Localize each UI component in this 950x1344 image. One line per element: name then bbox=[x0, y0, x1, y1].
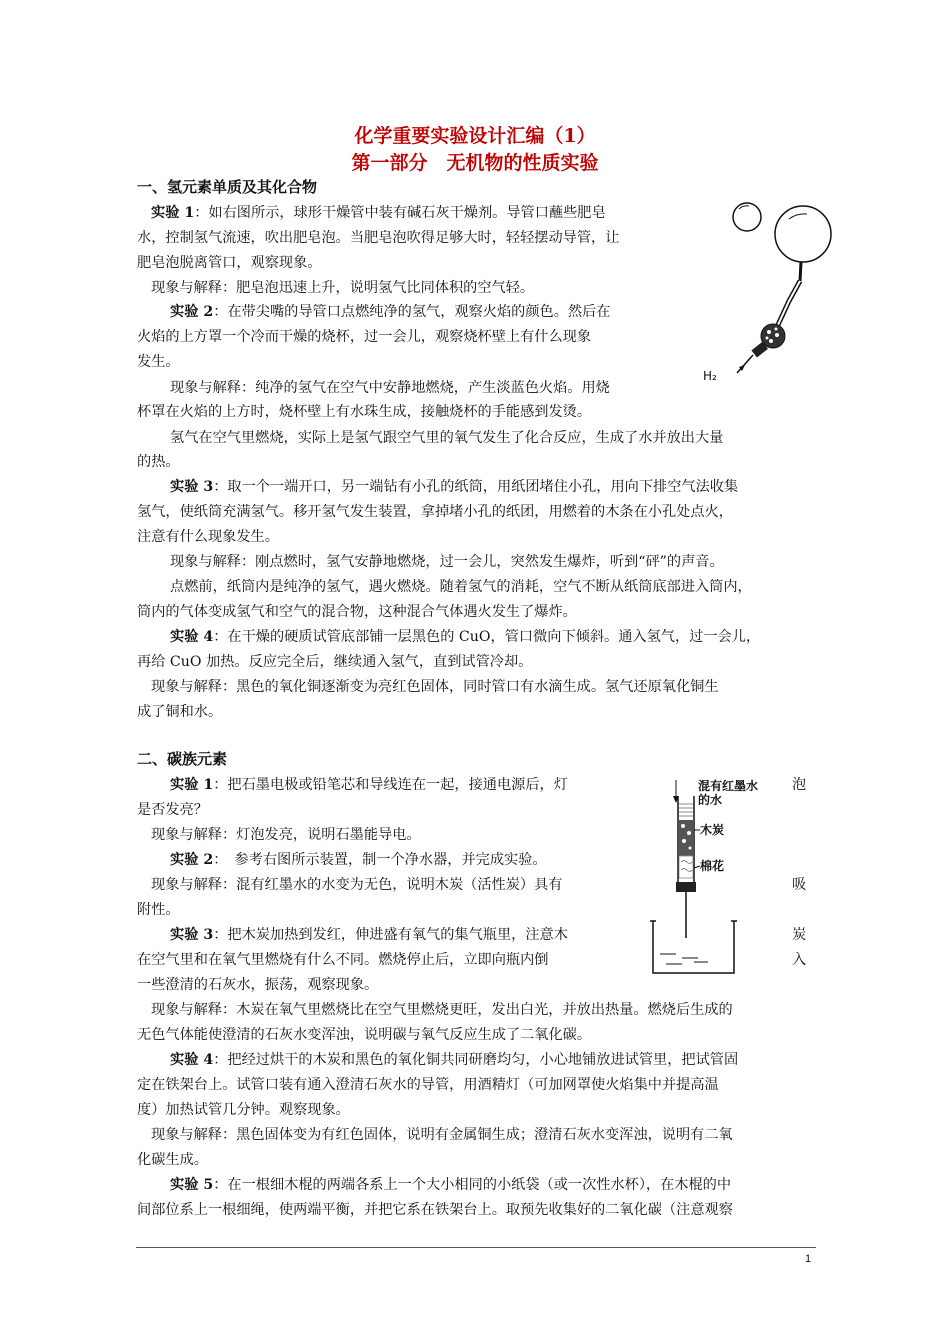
s2-exp5-line1 bbox=[170, 1175, 731, 1195]
s2-exp3-result1: 现象与解释：木炭在氧气里燃烧比在空气里燃烧更旺，发出白光，并放出热量。燃烧后生成的 bbox=[151, 1002, 733, 1018]
s2-exp2-result1: 现象与解释：混有红墨水的水变为无色，说明木炭（活性炭）具有 bbox=[151, 877, 563, 893]
s2-exp3-line2-tail: 入 bbox=[792, 952, 807, 968]
s2-exp4-result2: 化碳生成。 bbox=[137, 1152, 208, 1168]
s1-exp2-note2: 的热。 bbox=[137, 454, 180, 470]
section-heading-carbon: 二、碳族元素 bbox=[137, 750, 228, 768]
s1-exp2-line3: 发生。 bbox=[137, 354, 180, 370]
s2-exp2-line1 bbox=[170, 850, 547, 870]
s1-exp2-line1 bbox=[170, 302, 610, 322]
s1-exp3-line3: 注意有什么现象发生。 bbox=[137, 529, 279, 545]
page-number: 1 bbox=[805, 1253, 812, 1265]
s1-exp1-line2: 水，控制氢气流速，吹出肥皂泡。当肥皂泡吹得足够大时，轻轻摆动导管，让 bbox=[137, 230, 620, 246]
s2-exp4-line2: 定在铁架台上。试管口装有通入澄清石灰水的导管，用酒精灯（可加网罩使火焰集中并提高温 bbox=[137, 1077, 719, 1093]
s2-exp2-result2: 附性。 bbox=[137, 902, 180, 918]
s2-exp3-line3: 一些澄清的石灰水，振荡，观察现象。 bbox=[137, 977, 379, 993]
s1-exp2-result1: 现象与解释：纯净的氢气在空气中安静地燃烧，产生淡蓝色火焰。用烧 bbox=[170, 380, 610, 396]
exp-label: 实验 2 bbox=[170, 304, 214, 320]
text: ：在带尖嘴的导管口点燃纯净的氢气，观察火焰的颜色。然后在 bbox=[213, 304, 611, 320]
s1-exp4-line1 bbox=[170, 627, 760, 647]
exp-label: 实验 1 bbox=[170, 777, 214, 793]
s1-exp3-note1: 点燃前，纸筒内是纯净的氢气，遇火燃烧。随着氢气的消耗，空气不断从纸筒底部进入筒内， bbox=[170, 579, 752, 595]
text: ：如右图所示，球形干燥管中装有碱石灰干燥剂。导管口蘸些肥皂 bbox=[194, 205, 606, 221]
s1-exp1-line1 bbox=[151, 203, 606, 223]
s2-exp1-line1 bbox=[170, 775, 568, 795]
water-label-2: 的水 bbox=[698, 793, 723, 807]
s2-exp3-result2: 无色气体能使澄清的石灰水变浑浊，说明碳与氧气反应生成了二氧化碳。 bbox=[137, 1027, 592, 1043]
footer-rule bbox=[136, 1247, 816, 1248]
cotton-label: 棉花 bbox=[700, 859, 725, 873]
text: ：把经过烘干的木炭和黑色的氧化铜共同研磨均匀，小心地铺放进试管里，把试管固 bbox=[213, 1052, 739, 1068]
s1-exp1-result: 现象与解释：肥皂泡迅速上升，说明氢气比同体积的空气轻。 bbox=[151, 280, 535, 296]
charcoal-label: 木炭 bbox=[700, 823, 725, 837]
s2-exp4-line3: 度）加热试管几分钟。观察现象。 bbox=[137, 1102, 350, 1118]
s1-exp1-line3: 肥皂泡脱离管口，观察现象。 bbox=[137, 255, 322, 271]
s1-exp2-line2: 火焰的上方罩一个冷而干燥的烧杯，过一会儿，观察烧杯壁上有什么现象 bbox=[137, 329, 592, 345]
text: ：取一个一端开口，另一端钻有小孔的纸筒，用纸团堵住小孔，用向下排空气法收集 bbox=[213, 479, 739, 495]
exp-label: 实验 3 bbox=[170, 927, 214, 943]
s1-exp3-line1 bbox=[170, 477, 738, 497]
s2-exp1-result: 现象与解释：灯泡发亮，说明石墨能导电。 bbox=[151, 827, 421, 843]
s1-exp4-result2: 成了铜和水。 bbox=[137, 704, 223, 720]
text: ：在干燥的硬质试管底部铺一层黑色的 CuO，管口微向下倾斜。通入氢气，过一会儿， bbox=[213, 629, 761, 645]
s2-exp1-line2: 是否发亮？ bbox=[137, 802, 208, 818]
document-title: 化学重要实验设计汇编（1） bbox=[354, 125, 596, 147]
text: ：把石墨电极或铅笔芯和导线连在一起，接通电源后，灯 bbox=[213, 777, 568, 793]
exp-label: 实验 2 bbox=[170, 852, 214, 868]
s1-exp2-note1: 氢气在空气里燃烧，实际上是氢气跟空气里的氧气发生了化合反应，生成了水并放出大量 bbox=[170, 430, 724, 446]
s1-exp2-result2: 杯罩在火焰的上方时，烧杯壁上有水珠生成，接触烧杯的手能感到发烫。 bbox=[137, 404, 592, 420]
s2-exp1-line1-tail: 泡 bbox=[792, 777, 807, 793]
s2-exp3-line1-tail: 炭 bbox=[792, 927, 807, 943]
s2-exp4-line1 bbox=[170, 1050, 738, 1070]
s2-exp5-line2: 间部位系上一根细绳，使两端平衡，并把它系在铁架台上。取预先收集好的二氧化碳（注意观察 bbox=[137, 1202, 733, 1218]
exp-label: 实验 5 bbox=[170, 1177, 214, 1193]
text: ：把木炭加热到发红，伸进盛有氧气的集气瓶里，注意木 bbox=[213, 927, 568, 943]
hydrogen-label: H₂ bbox=[703, 369, 717, 383]
exp-label: 实验 3 bbox=[170, 479, 214, 495]
s2-exp2-result1-tail: 吸 bbox=[792, 877, 807, 893]
exp-label: 实验 1 bbox=[151, 205, 195, 221]
water-purifier-figure bbox=[648, 778, 778, 978]
s2-exp3-line1 bbox=[170, 925, 568, 945]
s1-exp4-line2: 再给 CuO 加热。反应完全后，继续通入氢气，直到试管冷却。 bbox=[137, 654, 533, 670]
s1-exp4-result1: 现象与解释：黑色的氧化铜逐渐变为亮红色固体，同时管口有水滴生成。氢气还原氧化铜生 bbox=[151, 679, 719, 695]
water-label: 混有红墨水 bbox=[698, 779, 759, 793]
text: ： 参考右图所示装置，制一个净水器，并完成实验。 bbox=[213, 852, 547, 868]
exp-label: 实验 4 bbox=[170, 629, 214, 645]
exp-label: 实验 4 bbox=[170, 1052, 214, 1068]
s2-exp3-line2: 在空气里和在氧气里燃烧有什么不同。燃烧停止后，立即向瓶内倒 bbox=[137, 952, 549, 968]
s1-exp3-note2: 筒内的气体变成氢气和空气的混合物，这种混合气体遇火发生了爆炸。 bbox=[137, 604, 577, 620]
document-subtitle: 第一部分 无机物的性质实验 bbox=[351, 152, 599, 174]
s1-exp3-result: 现象与解释：刚点燃时，氢气安静地燃烧，过一会儿，突然发生爆炸，听到“砰”的声音。 bbox=[170, 554, 724, 570]
soap-bubble-apparatus-figure bbox=[703, 195, 835, 395]
s2-exp4-result1: 现象与解释：黑色固体变为有红色固体，说明有金属铜生成；澄清石灰水变浑浊，说明有二氧 bbox=[151, 1127, 733, 1143]
s1-exp3-line2: 氢气，使纸筒充满氢气。移开氢气发生装置，拿掉堵小孔的纸团，用燃着的木条在小孔处点火， bbox=[137, 504, 733, 520]
section-heading-hydrogen: 一、氢元素单质及其化合物 bbox=[137, 178, 318, 196]
text: ：在一根细木棍的两端各系上一个大小相同的小纸袋（或一次性水杯），在木棍的中 bbox=[213, 1177, 732, 1193]
